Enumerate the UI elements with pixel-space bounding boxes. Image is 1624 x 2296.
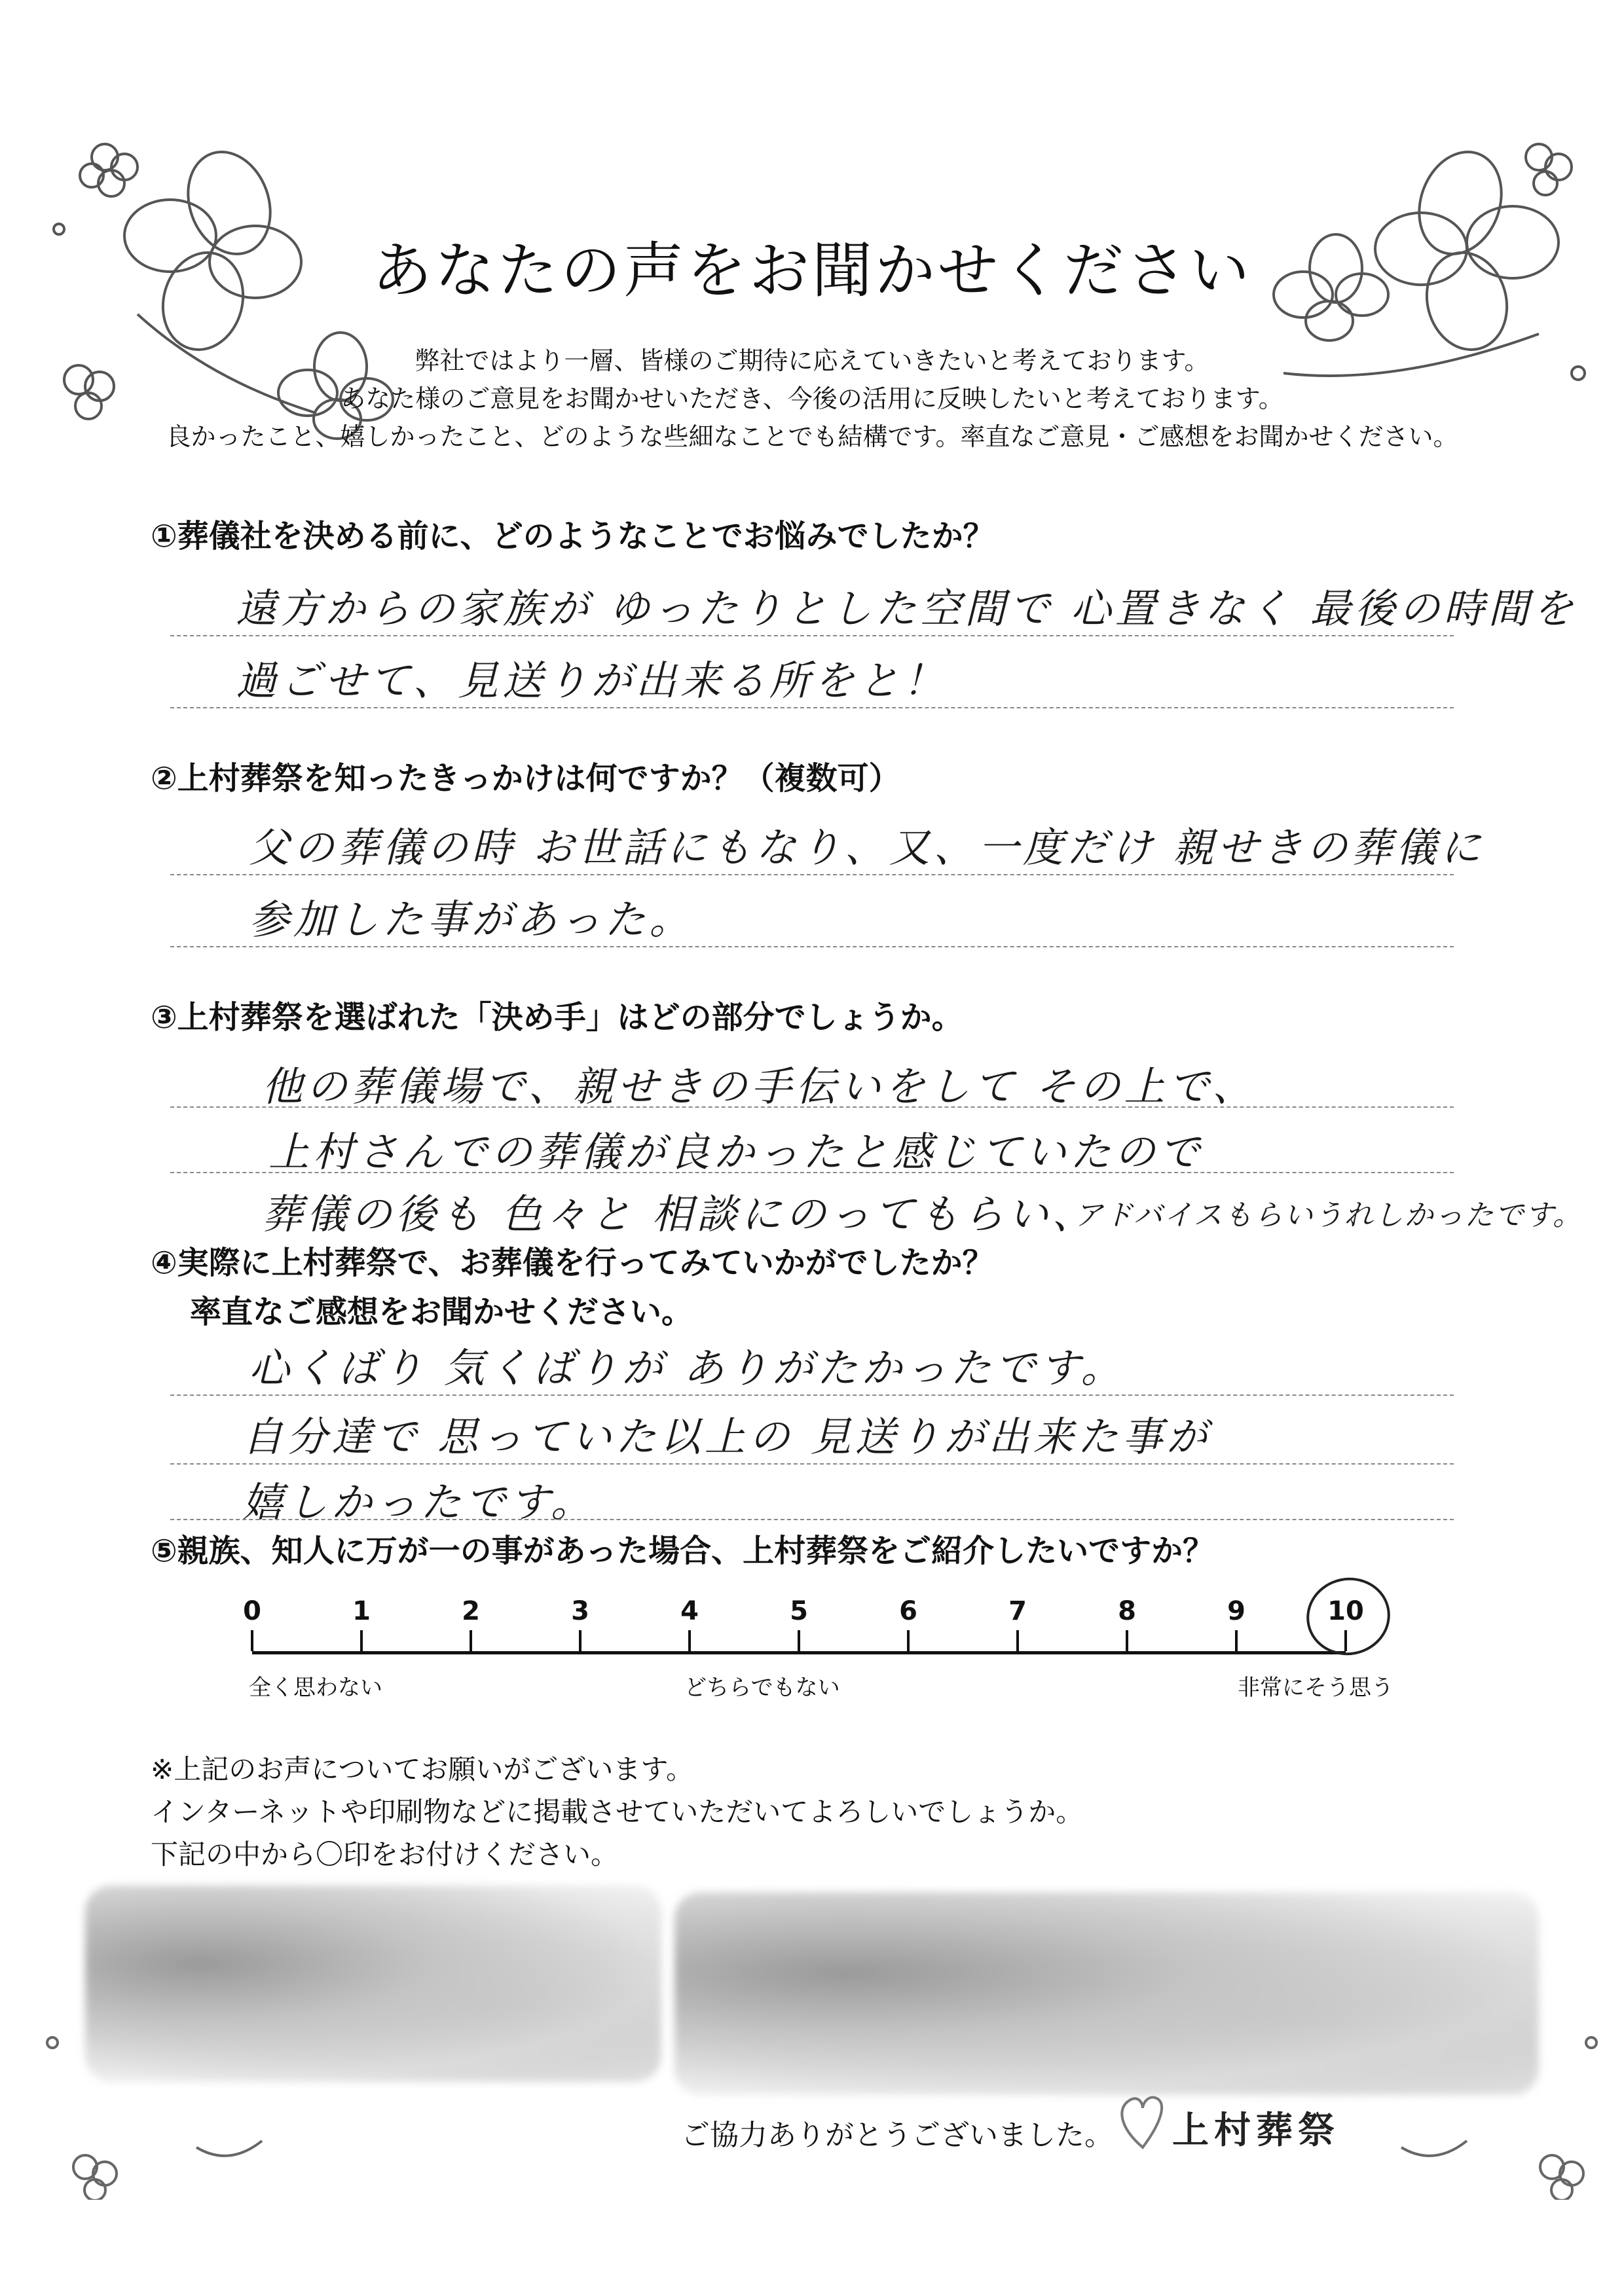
question-1-answer-line-1: 遠方からの家族が ゆったりとした空間で 心置きなく 最後の時間を	[236, 585, 1578, 632]
note-line-1: ※上記のお声についてお願いがございます。	[151, 1753, 693, 1785]
scale-tick-label: 8	[1118, 1596, 1136, 1626]
answer-rule	[170, 1394, 1454, 1396]
scale-tick-label: 2	[462, 1596, 480, 1626]
question-4-answer-line-3: 嬉しかったです。	[242, 1478, 596, 1526]
scale-tick-label: 4	[680, 1596, 699, 1626]
scale-tick	[251, 1630, 253, 1651]
scale-tick-label: 7	[1008, 1596, 1027, 1626]
scale-tick	[360, 1630, 363, 1651]
thanks-message: ご協力ありがとうございました。	[681, 2119, 1113, 2152]
answer-rule	[170, 874, 1454, 875]
note-line-2: インターネットや印刷物などに掲載させていただいてよろしいでしょうか。	[151, 1796, 1084, 1828]
scale-tick	[798, 1630, 800, 1651]
scale-tick-label: 6	[899, 1596, 917, 1626]
question-5-label: ⑤親族、知人に万が一の事があった場合、上村葬祭をご紹介したいですか？	[151, 1533, 1215, 1569]
question-3-answer-line-4: アドバイスもらいうれしかったです。	[1074, 1199, 1583, 1232]
scale-tick-label: 9	[1227, 1596, 1246, 1626]
question-2-answer-line-2: 参加した事があった。	[249, 896, 694, 943]
question-1-answer-line-2: 過ごせて、見送りが出来る所をと！	[236, 657, 948, 704]
question-3-answer-line-1: 他の葬儀場で、親せきの手伝いをして その上で、	[262, 1063, 1257, 1110]
question-1-label: ①葬儀社を決める前に、どのようなことでお悩みでしたか？	[151, 518, 995, 555]
question-3-answer-line-3: 葬儀の後も 色々と 相談にのってもらい、	[262, 1190, 1097, 1238]
scale-tick	[688, 1630, 691, 1651]
page-title: あなたの声をお聞かせください	[371, 236, 1252, 306]
scale-tick-label: 10	[1327, 1596, 1364, 1626]
answer-rule	[170, 1172, 1454, 1173]
scale-tick	[1016, 1630, 1019, 1651]
scale-tick-label: 0	[243, 1596, 261, 1626]
scale-line	[252, 1651, 1346, 1654]
question-2-answer-line-1: 父の葬儀の時 お世話にもなり、又、一度だけ 親せきの葬儀に	[249, 824, 1485, 871]
question-4-label: ④実際に上村葬祭で、お葬儀を行ってみていかがでしたか？	[151, 1245, 994, 1281]
scale-tick-label: 3	[571, 1596, 589, 1626]
recommend-scale	[216, 1584, 1395, 1702]
scale-tick-label: 5	[790, 1596, 808, 1626]
selected-rating-circle	[1299, 1570, 1397, 1663]
answer-rule	[170, 1519, 1454, 1520]
company-logo-heart-icon	[1113, 2088, 1172, 2154]
question-4-answer-line-1: 心くばり 気くばりが ありがたかったです。	[249, 1344, 1126, 1392]
answer-rule	[170, 1463, 1454, 1465]
question-2-label: ②上村葬祭を知ったきっかけは何ですか？（複数可）	[151, 760, 900, 797]
redacted-area-left	[85, 1886, 661, 2082]
scale-label-middle: どちらでもない	[684, 1675, 840, 1701]
question-4-sublabel: 率直なご感想をお聞かせください。	[190, 1294, 693, 1330]
question-4-answer-line-2: 自分達で 思っていた以上の 見送りが出来た事が	[242, 1413, 1211, 1461]
scale-tick	[907, 1630, 910, 1651]
scale-tick	[1126, 1630, 1128, 1651]
note-line-3: 下記の中から〇印をお付けください。	[151, 1838, 619, 1870]
scale-label-left: 全く思わない	[249, 1675, 382, 1701]
question-3-label: ③上村葬祭を選ばれた「決め手」はどの部分でしょうか。	[151, 999, 963, 1036]
scale-tick	[579, 1630, 581, 1651]
scale-label-right: 非常にそう思う	[1238, 1675, 1393, 1701]
answer-rule	[170, 1106, 1454, 1108]
company-name: 上村葬祭	[1172, 2109, 1340, 2152]
redacted-area-right	[674, 1892, 1539, 2095]
intro-line-2: あなた様のご意見をお聞かせいただき、今後の活用に反映したいと考えております。	[341, 384, 1283, 413]
intro-line-3: 良かったこと、嬉しかったこと、どのような些細なことでも結構です。率直なご意見・ご感想をお聞かせください。	[166, 422, 1458, 451]
answer-rule	[170, 635, 1454, 636]
question-3-answer-line-2: 上村さんでの葬儀が良かったと感じていたので	[268, 1128, 1204, 1176]
scale-tick-label: 1	[352, 1596, 371, 1626]
answer-rule	[170, 946, 1454, 947]
scale-tick	[470, 1630, 472, 1651]
answer-rule	[170, 707, 1454, 708]
intro-line-1: 弊社ではより一層、皆様のご期待に応えていきたいと考えております。	[415, 346, 1209, 375]
scale-tick	[1235, 1630, 1238, 1651]
